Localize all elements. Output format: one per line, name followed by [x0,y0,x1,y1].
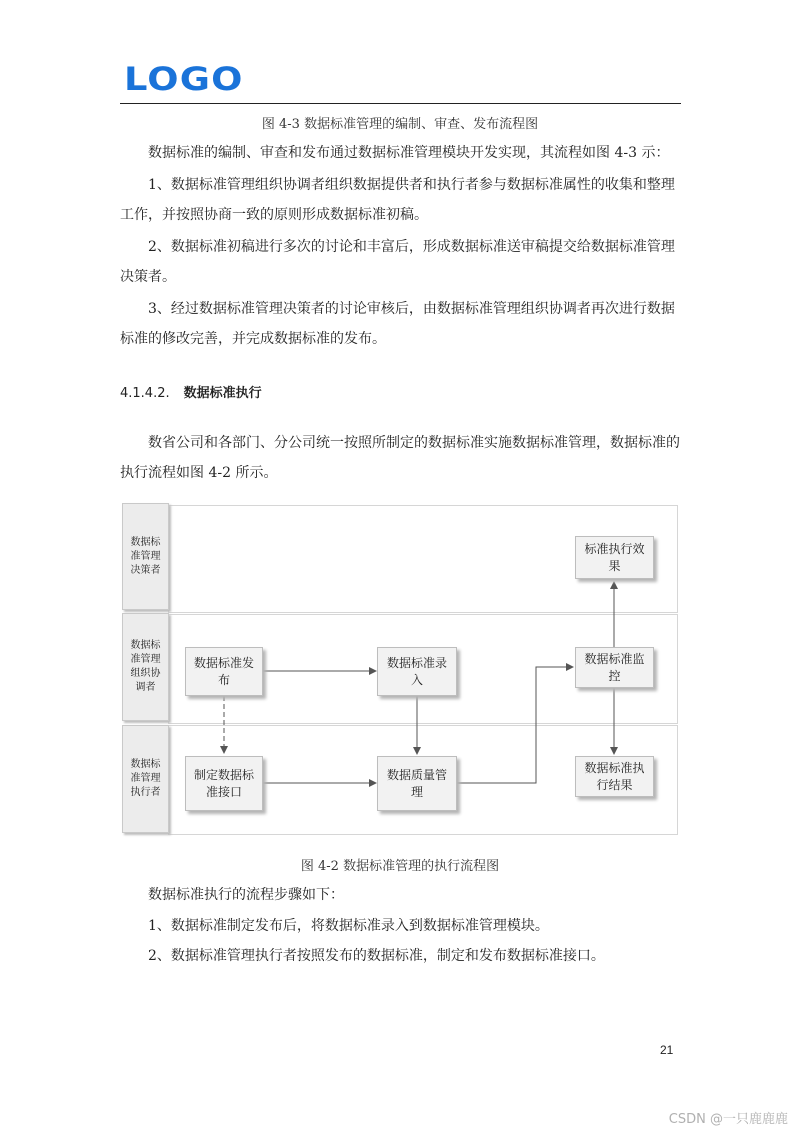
watermark: CSDN @一只鹿鹿鹿 [668,1112,788,1127]
lane-label-decision-maker: 数据标准管理决策者 [122,503,169,610]
lane-label-coordinator: 数据标准管理组织协调者 [122,613,169,721]
lane-executor [168,725,678,835]
paragraph-exec-step-2: 2、数据标准管理执行者按照发布的数据标准，制定和发布数据标准接口。 [148,948,605,964]
lane-label-executor: 数据标准管理执行者 [122,725,169,833]
logo: LOGO [124,60,244,98]
paragraph-step-1: 1、数据标准管理组织协调者组织数据提供者和执行者参与数据标准属性的收集和整理工作，并按照协商一致的原则形成数据标准初稿。 [120,177,675,223]
lane-coordinator [168,614,678,724]
node-execution-result: 数据标准执行结果 [575,756,654,797]
paragraph-section-intro: 数省公司和各部门、分公司统一按照所制定的数据标准实施数据标准管理，数据标准的执行流程如图 4-2 所示。 [120,435,680,481]
section-number: 4.1.4.2. [120,386,170,401]
figure-4-3-caption: 图 4-3 数据标准管理的编制、审查、发布流程图 [261,117,539,132]
figure-4-2-caption: 图 4-2 数据标准管理的执行流程图 [300,859,500,874]
node-interface-definition: 制定数据标准接口 [185,756,263,811]
section-heading [120,382,262,401]
node-standard-monitor: 数据标准监控 [575,647,654,688]
node-standard-publish: 数据标准发布 [185,647,263,696]
paragraph-exec-step-1: 1、数据标准制定发布后，将数据标准录入到数据标准管理模块。 [148,918,549,934]
arrow-quality-to-monitor [457,667,573,783]
paragraph-step-3: 3、经过数据标准管理决策者的讨论审核后，由数据标准管理组织协调者再次进行数据标准的修改完善，并完成数据标准的发布。 [120,301,675,347]
paragraph-intro: 数据标准的编制、审查和发布通过数据标准管理模块开发实现，其流程如图 4-3 示： [148,145,670,161]
page-number: 21 [660,1043,674,1057]
header-divider [120,103,681,104]
section-title: 数据标准执行 [183,386,262,401]
paragraph-steps-intro: 数据标准执行的流程步骤如下： [148,887,344,903]
node-execution-effect: 标准执行效果 [575,536,654,579]
lane-decision-maker [168,505,678,613]
node-quality-management: 数据质量管理 [377,756,457,811]
node-standard-entry: 数据标准录入 [377,647,457,696]
paragraph-step-2: 2、数据标准初稿进行多次的讨论和丰富后，形成数据标准送审稿提交给数据标准管理决策者。 [120,239,675,285]
